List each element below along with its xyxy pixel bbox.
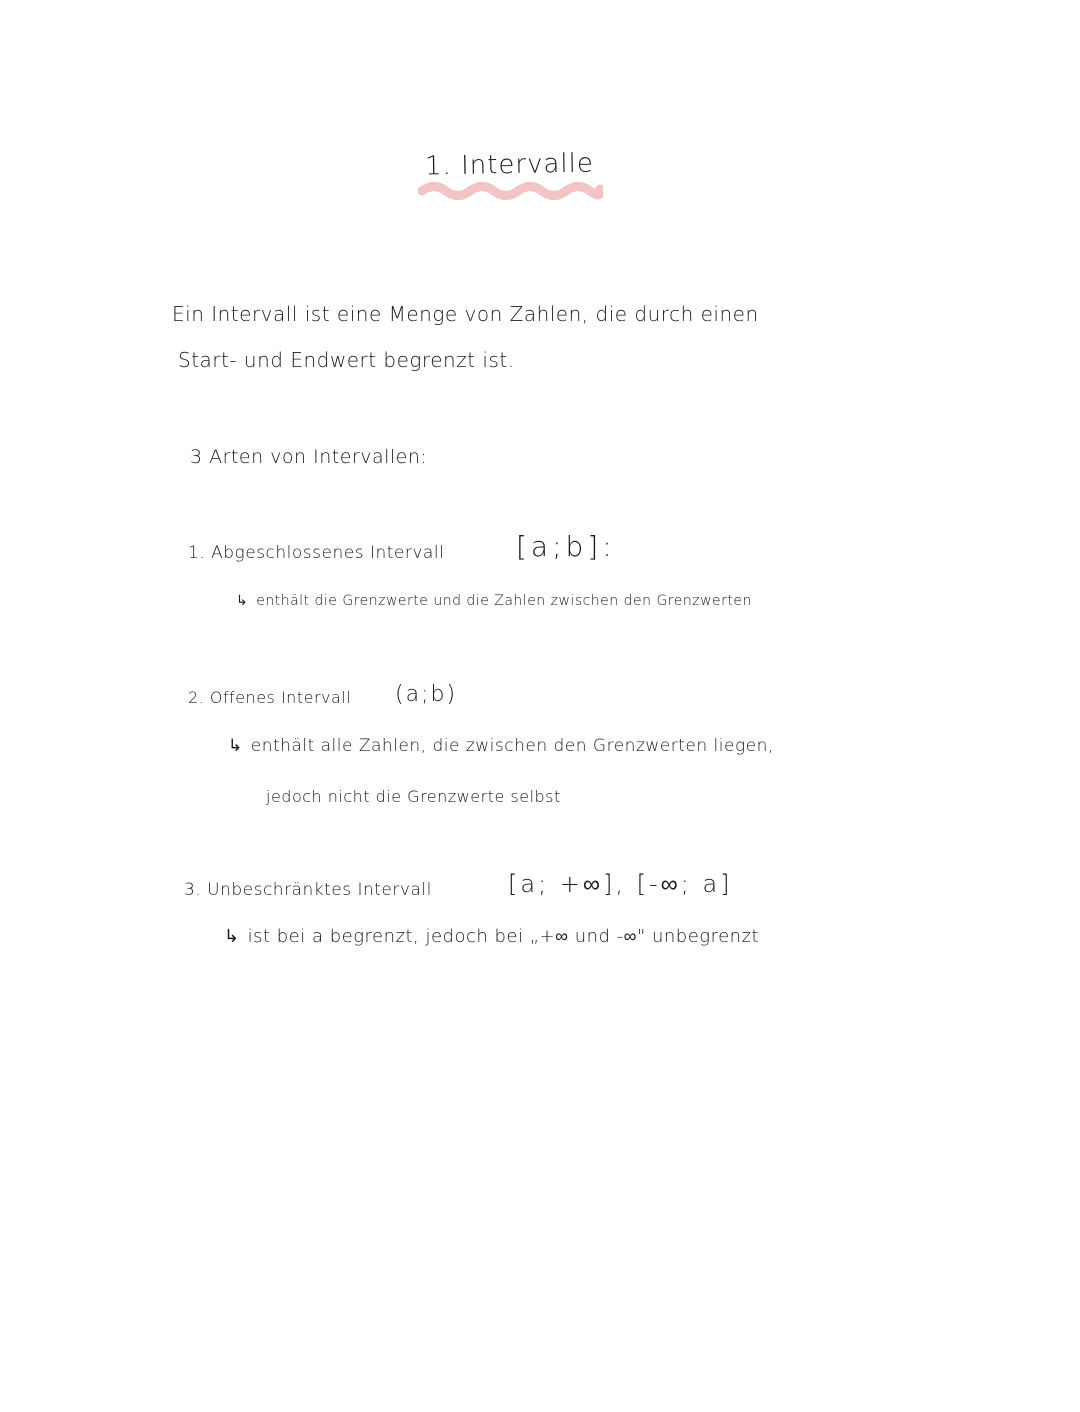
type-1-description-text: enthält die Grenzwerte und die Zahlen zwischen den Grenzwerten <box>256 593 752 609</box>
type-3-description-text: ist bei a begrenzt, jedoch bei „+∞ und -∞" unbegrenzt <box>247 926 760 947</box>
types-heading: 3 Arten von Intervallen: <box>190 446 428 468</box>
type-3-description <box>224 926 759 947</box>
type-2-notation: (a;b) <box>395 682 458 707</box>
type-2-description-text-1: enthält alle Zahlen, die zwischen den Grenzwerten liegen, <box>250 736 774 756</box>
type-1-label: 1. Abgeschlossenes Intervall <box>188 543 445 563</box>
type-3-notation: [a; +∞], [-∞; a] <box>508 870 733 898</box>
arrow-icon: ↳ <box>236 593 249 609</box>
type-3-label: 3. Unbeschränktes Intervall <box>184 880 432 900</box>
arrow-icon: ↳ <box>224 926 240 947</box>
type-2-description-line-2: jedoch nicht die Grenzwerte selbst <box>266 787 561 806</box>
type-1-notation: [a;b]: <box>516 530 616 563</box>
arrow-icon: ↳ <box>228 736 243 756</box>
type-1-description <box>236 593 752 609</box>
type-2-description-line-1 <box>228 736 774 756</box>
intro-line-1: Ein Intervall ist eine Menge von Zahlen, die durch einen <box>172 302 759 326</box>
intro-line-2: Start- und Endwert begrenzt ist. <box>178 348 515 372</box>
page-title: 1. Intervalle <box>424 148 595 182</box>
type-2-label: 2. Offenes Intervall <box>188 688 352 707</box>
title-underline-wave <box>418 180 603 202</box>
